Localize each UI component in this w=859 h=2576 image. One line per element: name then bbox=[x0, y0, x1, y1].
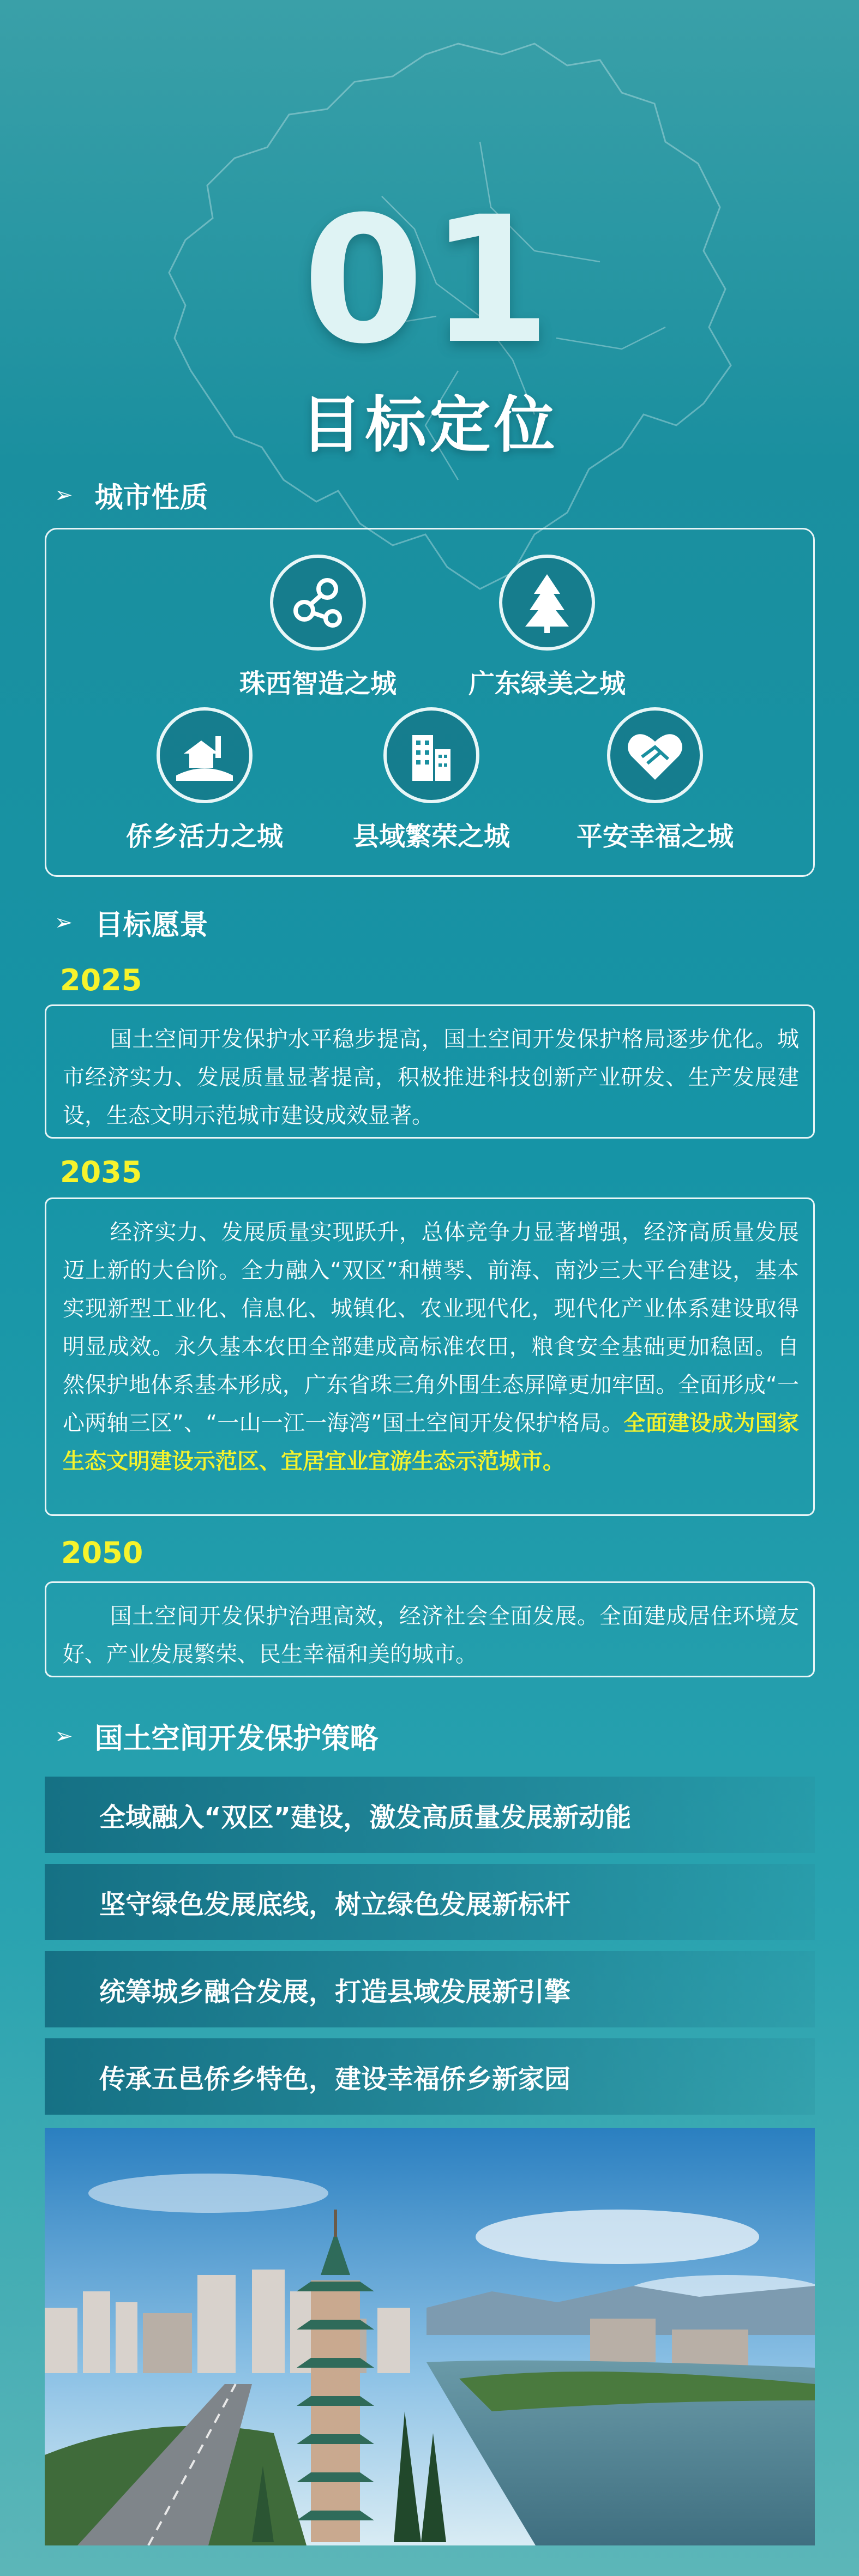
section-heading-text: 城市性质 bbox=[94, 482, 208, 514]
vision-paragraph: 国土空间开发保护水平稳步提高，国土空间开发保护格局逐步优化。城市经济实力、发展质量显著提高，积极推进科技创新产业研发、生产发展建设，生态文明示范城市建设成效显著。 bbox=[63, 1027, 799, 1128]
vision-text-2050 bbox=[45, 1581, 815, 1677]
section-heading-text: 国土空间开发保护策略 bbox=[94, 1723, 379, 1755]
city-nature-panel bbox=[45, 528, 815, 877]
pine-trees-icon bbox=[499, 555, 595, 651]
strategy-item: 坚守绿色发展底线，树立绿色发展新标杆 bbox=[45, 1864, 815, 1940]
city-nature-item bbox=[90, 707, 319, 853]
icon-label: 广东绿美之城 bbox=[468, 669, 626, 699]
icon-label: 珠西智造之城 bbox=[239, 669, 397, 699]
city-nature-item bbox=[203, 555, 432, 700]
vision-text-2035 bbox=[45, 1197, 815, 1516]
icon-label: 平安幸福之城 bbox=[576, 821, 734, 852]
network-nodes-icon bbox=[270, 555, 366, 651]
city-nature-item bbox=[432, 555, 662, 700]
city-buildings-icon bbox=[383, 707, 479, 803]
arrow-icon: ➢ bbox=[55, 482, 73, 508]
page-title: 目标定位 bbox=[301, 390, 558, 461]
village-house-icon bbox=[157, 707, 253, 803]
city-nature-item bbox=[317, 707, 546, 853]
section-number: 01 bbox=[302, 179, 557, 382]
strategy-item: 全域融入“双区”建设，激发高质量发展新动能 bbox=[45, 1777, 815, 1853]
arrow-icon: ➢ bbox=[55, 1723, 73, 1749]
section-heading-text: 目标愿景 bbox=[94, 909, 208, 942]
strategy-item: 统筹城乡融合发展，打造县域发展新引擎 bbox=[45, 1951, 815, 2027]
vision-year-2035: 2035 bbox=[60, 1155, 142, 1189]
vision-paragraph: 国土空间开发保护治理高效，经济社会全面发展。全面建成居住环境友好、产业发展繁荣、民生幸福和美的城市。 bbox=[63, 1604, 799, 1667]
icon-label: 县域繁荣之城 bbox=[352, 821, 510, 852]
section-heading-vision bbox=[55, 902, 208, 943]
icon-label: 侨乡活力之城 bbox=[125, 821, 283, 852]
vision-text-2025 bbox=[45, 1004, 815, 1139]
city-nature-item bbox=[540, 707, 770, 853]
section-heading-city-nature bbox=[55, 474, 208, 515]
section-heading-strategy bbox=[55, 1716, 379, 1756]
city-pagoda-photo bbox=[45, 2128, 815, 2545]
vision-year-2025: 2025 bbox=[60, 963, 142, 997]
heart-hands-icon bbox=[607, 707, 703, 803]
vision-paragraph: 经济实力、发展质量实现跃升，总体竞争力显著增强，经济高质量发展迈上新的大台阶。全力融入“双区”和横琴、前海、南沙三大平台建设，基本实现新型工业化、信息化、城镇化、农业现代化，现代化产业体系建设取得明显成效。永久基本农田全部建成高标准农田，粮食安全基础更加稳固。自然保护地体系基本形成，广东省珠三角外围生态屏障更加牢固。全面形成“一心两轴三区”、“一山一江一海湾”国土空间开发保护格局。 bbox=[63, 1220, 799, 1436]
vision-highlight: 全面建设成为国家生态文明建设示范区、宜居宜业宜游生态示范城市。 bbox=[63, 1411, 800, 1474]
arrow-icon: ➢ bbox=[55, 910, 73, 935]
strategy-item: 传承五邑侨乡特色，建设幸福侨乡新家园 bbox=[45, 2038, 815, 2115]
vision-year-2050: 2050 bbox=[61, 1536, 143, 1570]
